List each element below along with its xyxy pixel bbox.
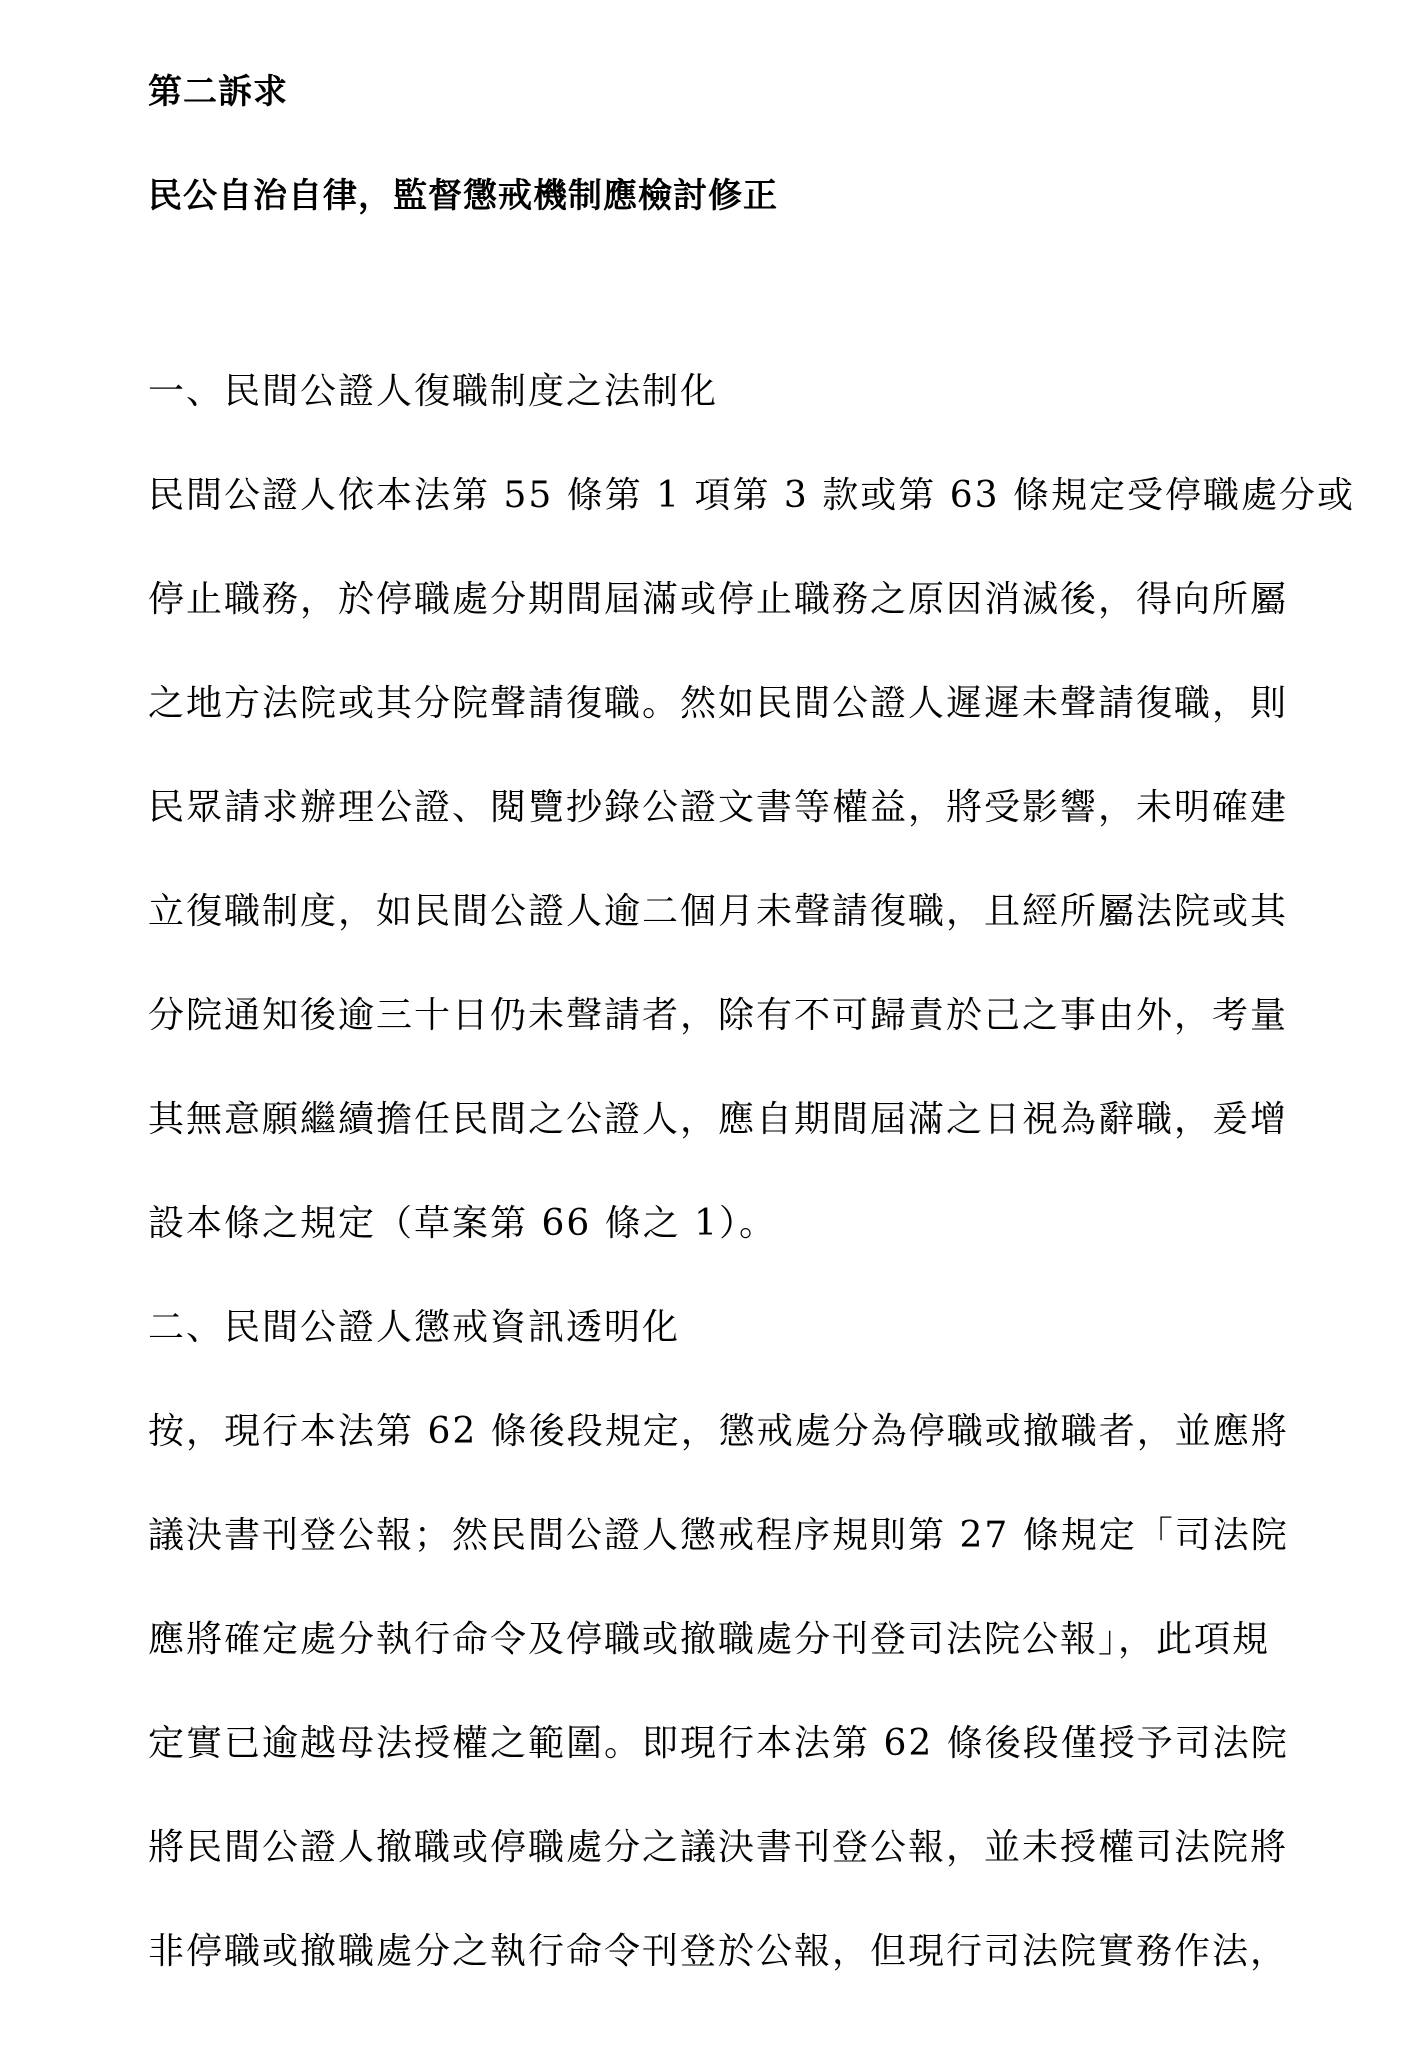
paragraph-line: 設本條之規定（草案第 66 條之 1）。 [148, 1203, 778, 1244]
paragraph-line: 定實已逾越母法授權之範圍。即現行本法第 62 條後段僅授予司法院 [148, 1723, 1289, 1764]
document-title: 第二訴求 [148, 72, 288, 112]
section-heading-1: 一、民間公證人復職制度之法制化 [148, 371, 719, 412]
paragraph-line: 議決書刊登公報；然民間公證人懲戒程序規則第 27 條規定「司法院 [148, 1515, 1289, 1556]
paragraph-line: 按，現行本法第 62 條後段規定，懲戒處分為停職或撤職者，並應將 [148, 1411, 1289, 1452]
paragraph-line: 立復職制度，如民間公證人逾二個月未聲請復職，且經所屬法院或其 [148, 891, 1289, 932]
paragraph-line: 民眾請求辦理公證、閱覽抄錄公證文書等權益，將受影響，未明確建 [148, 787, 1289, 828]
paragraph-line: 應將確定處分執行命令及停職或撤職處分刊登司法院公報」，此項規 [148, 1619, 1271, 1660]
paragraph-line: 非停職或撤職處分之執行命令刊登於公報，但現行司法院實務作法， [148, 1931, 1289, 1972]
paragraph-line: 之地方法院或其分院聲請復職。然如民間公證人遲遲未聲請復職，則 [148, 683, 1289, 724]
section-heading-2: 二、民間公證人懲戒資訊透明化 [148, 1307, 681, 1348]
paragraph-line: 其無意願繼續擔任民間之公證人，應自期間屆滿之日視為辭職，爰增 [148, 1099, 1289, 1140]
document-body [148, 364, 1355, 2028]
paragraph-line: 將民間公證人撤職或停職處分之議決書刊登公報，並未授權司法院將 [148, 1827, 1289, 1868]
document-subtitle: 民公自治自律，監督懲戒機制應檢討修正 [148, 176, 778, 216]
paragraph-line: 民間公證人依本法第 55 條第 1 項第 3 款或第 63 條規定受停職處分或 [148, 475, 1355, 516]
paragraph-line: 分院通知後逾三十日仍未聲請者，除有不可歸責於己之事由外，考量 [148, 995, 1289, 1036]
paragraph-line: 停止職務，於停職處分期間屆滿或停止職務之原因消滅後，得向所屬 [148, 579, 1289, 620]
